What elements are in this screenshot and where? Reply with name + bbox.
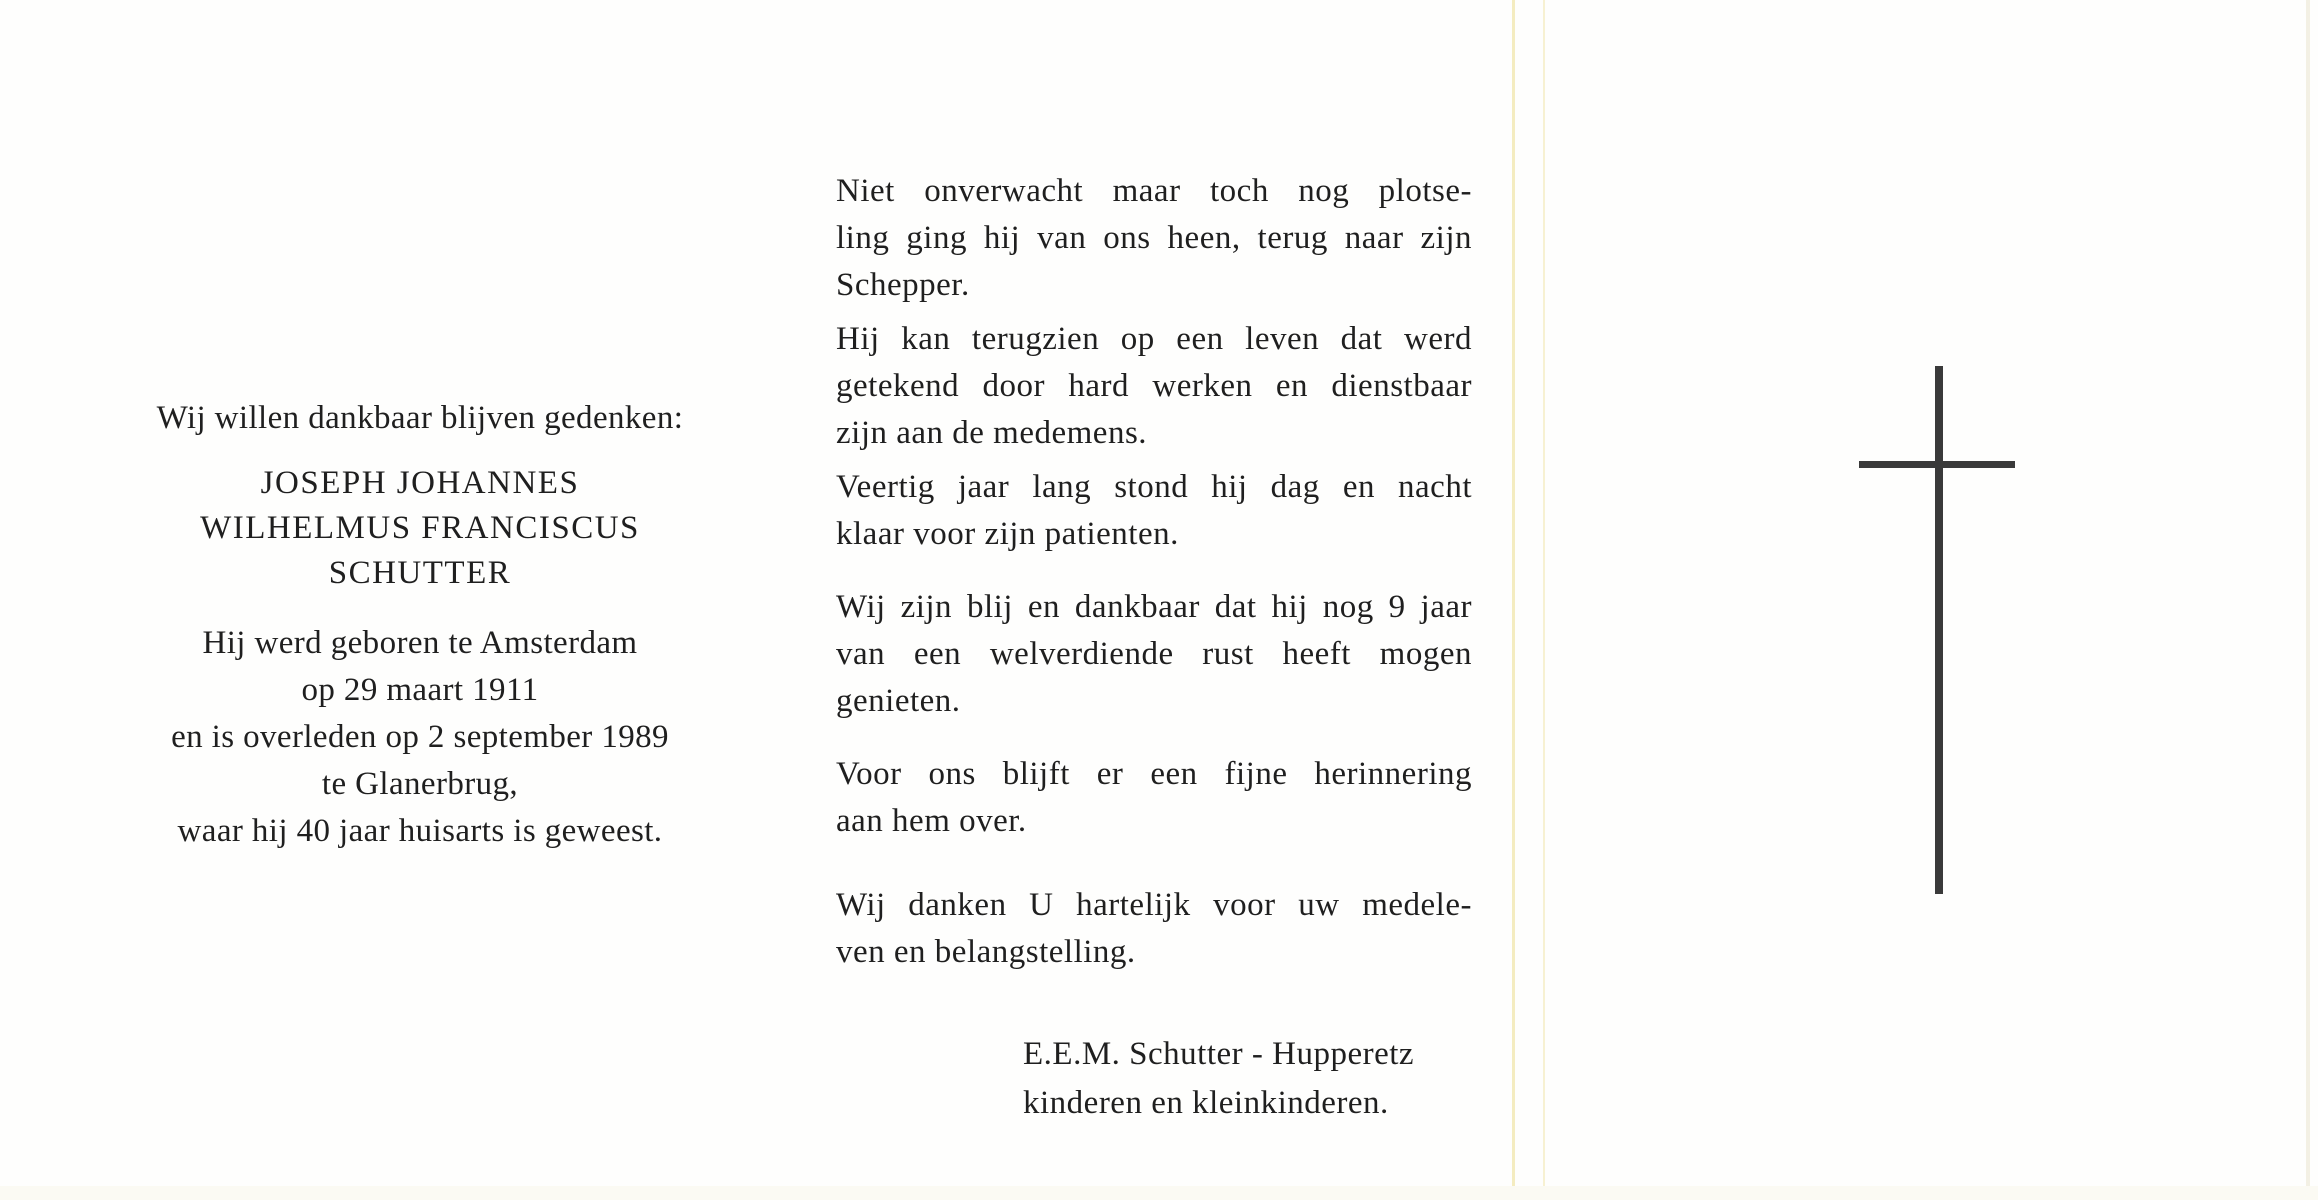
tribute-line: Hij kan terugzien op een leven dat werd bbox=[836, 321, 1472, 357]
tribute-paragraph bbox=[836, 751, 1472, 845]
intro-text: Wij willen dankbaar blijven gedenken: bbox=[156, 400, 684, 436]
name-line: JOSEPH JOHANNES bbox=[260, 465, 580, 501]
tribute-line: Niet onverwacht maar toch nog plotse- bbox=[836, 173, 1472, 209]
tribute-paragraph bbox=[836, 464, 1472, 558]
tribute-line: Wij zijn blij en dankbaar dat hij nog 9 jaar bbox=[836, 589, 1472, 625]
tribute-line: getekend door hard werken en dienstbaar bbox=[836, 368, 1472, 404]
tribute-paragraph bbox=[836, 168, 1472, 309]
signature-line: E.E.M. Schutter - Hupperetz bbox=[1023, 1036, 1415, 1072]
tribute-line: Veertig jaar lang stond hij dag en nacht bbox=[836, 469, 1472, 505]
tribute-paragraph bbox=[836, 584, 1472, 725]
bio-line: waar hij 40 jaar huisarts is geweest. bbox=[177, 813, 663, 849]
tribute-paragraph bbox=[836, 882, 1472, 976]
bio-line: op 29 maart 1911 bbox=[301, 672, 539, 708]
fold-line-left bbox=[1512, 0, 1515, 1200]
tribute-line: aan hem over. bbox=[836, 803, 1027, 839]
tribute-line: Wij danken U hartelijk voor uw medele- bbox=[836, 887, 1472, 923]
tribute-line: van een welverdiende rust heeft mogen bbox=[836, 636, 1472, 672]
bio-line: Hij werd geboren te Amsterdam bbox=[202, 625, 638, 661]
biography bbox=[100, 620, 740, 855]
tribute-line: klaar voor zijn patienten. bbox=[836, 516, 1179, 552]
tribute-line: Schepper. bbox=[836, 267, 970, 303]
tribute-line: ling ging hij van ons heen, terug naar zijn bbox=[836, 220, 1472, 256]
name-line: SCHUTTER bbox=[328, 555, 512, 591]
tribute-panel bbox=[836, 168, 1472, 976]
tribute-paragraph bbox=[836, 316, 1472, 457]
signature-line: kinderen en kleinkinderen. bbox=[1023, 1085, 1389, 1121]
signature-block bbox=[1023, 1030, 1414, 1128]
tribute-line: genieten. bbox=[836, 683, 961, 719]
tribute-line: ven en belangstelling. bbox=[836, 934, 1136, 970]
tribute-line: zijn aan de medemens. bbox=[836, 415, 1148, 451]
cross-icon bbox=[1855, 366, 2015, 894]
card-edge bbox=[2306, 0, 2310, 1200]
tribute-line: Voor ons blijft er een fijne herinnering bbox=[836, 756, 1472, 792]
bio-line: en is overleden op 2 september 1989 bbox=[171, 719, 669, 755]
fold-line-right bbox=[1543, 0, 1545, 1200]
card-bottom-edge bbox=[0, 1186, 2318, 1200]
deceased-name bbox=[100, 461, 740, 596]
bio-line: te Glanerbrug, bbox=[321, 766, 519, 802]
name-line: WILHELMUS FRANCISCUS bbox=[200, 510, 640, 546]
in-memoriam-panel bbox=[100, 395, 740, 855]
